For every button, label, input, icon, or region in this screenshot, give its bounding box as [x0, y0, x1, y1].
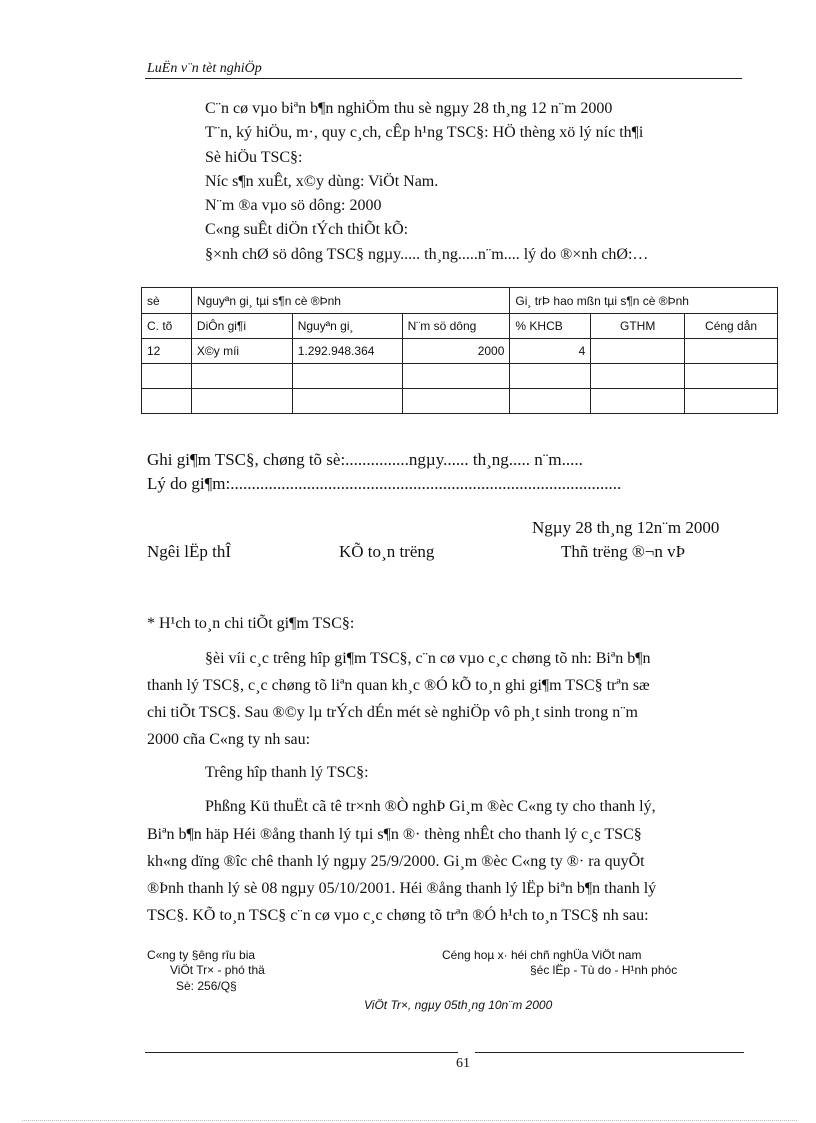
sign-preparer: Ngêi lËp thÎ [147, 542, 232, 561]
table-cell: 1.292.948.364 [292, 339, 402, 364]
table-header-cell: Céng dån [685, 314, 778, 339]
intro-line: Níc s¶n xuÊt, x©y dùng: ViÖt Nam. [205, 173, 439, 190]
decree-location: ViÖt Tr× - phó thä [170, 963, 265, 977]
table-header-cell: DiÔn gi¶i [191, 314, 292, 339]
intro-line: Sè hiÖu TSC§: [205, 149, 303, 166]
table-group-header-row [142, 288, 778, 314]
footer-rule-left [145, 1052, 458, 1053]
table-cell: 2000 [402, 339, 510, 364]
paragraph-line: kh«ng dïng ®îc chê thanh lý ngµy 25/9/2000. Gi¸m ®èc C«ng ty ®· ra quyÕt [147, 853, 645, 870]
table-cell [142, 389, 192, 414]
table-cell: 4 [510, 339, 591, 364]
table-cell [402, 364, 510, 389]
sign-head: Thñ trëng ®¬n vÞ [561, 542, 686, 561]
paragraph-line: 2000 cña C«ng ty nh sau: [147, 731, 311, 748]
table-cell [191, 389, 292, 414]
decree-date: ViÖt Tr×, ngµy 05th¸ng 10n¨m 2000 [364, 998, 553, 1012]
sign-chief-accountant: KÕ to¸n trëng [339, 542, 435, 561]
table-cell [402, 389, 510, 414]
table-cell [292, 389, 402, 414]
table-header-cell: Nguyªn gi¸ tµi s¶n cè ®Þnh [191, 288, 509, 314]
document-header: LuËn v¨n tèt nghiÖp [147, 61, 262, 76]
table-cell [510, 364, 591, 389]
table-cell [685, 339, 778, 364]
reduce-reason-line: Lý do gi¶m:............................................................................................ [147, 474, 622, 493]
decree-company: C«ng ty §êng rîu bia [147, 948, 256, 962]
intro-line: C«ng suÊt diÖn tÝch thiÕt kÕ: [205, 221, 409, 238]
table-header-cell: Gi¸ trÞ hao mßn tµi s¶n cè ®Þnh [510, 288, 778, 314]
sign-date: Ngµy 28 th¸ng 12n¨m 2000 [532, 518, 720, 537]
paragraph-line: §èi víi c¸c trêng hîp gi¶m TSC§, c¨n cø vµo c¸c chøng tõ nh: Biªn b¶n [205, 650, 651, 667]
paragraph-line: chi tiÕt TSC§. Sau ®©y lµ trÝch dÉn mét sè nghiÖp vô ph¸t sinh trong n¨m [147, 704, 638, 721]
table-cell [510, 389, 591, 414]
page-bottom-border [22, 1120, 797, 1121]
section-title: * H¹ch to¸n chi tiÕt gi¶m TSC§: [147, 615, 355, 632]
table-row [142, 364, 778, 389]
table-cell [292, 364, 402, 389]
table-header-cell: % KHCB [510, 314, 591, 339]
table-cell [685, 364, 778, 389]
header-rule [145, 78, 742, 79]
decree-number: Sè: 256/Q§ [176, 979, 237, 993]
table-cell [142, 364, 192, 389]
table-cell: 12 [142, 339, 192, 364]
table-header-cell: N¨m sö dông [402, 314, 510, 339]
decree-national-title: Céng hoµ x· héi chñ nghÜa ViÖt nam [442, 948, 642, 962]
table-cell [191, 364, 292, 389]
table-row [142, 339, 778, 364]
table-header-cell: sè [142, 288, 192, 314]
paragraph-line: thanh lý TSC§, c¸c chøng tõ liªn quan kh¸c ®Ó kÕ to¸n ghi gi¶m TSC§ trªn sæ [147, 677, 650, 694]
intro-line: N¨m ®a vµo sö dông: 2000 [205, 197, 382, 214]
table-cell: X©y míi [191, 339, 292, 364]
intro-line: C¨n cø vµo biªn b¶n nghiÖm thu sè ngµy 28 th¸ng 12 n¨m 2000 [205, 100, 613, 117]
table-cell [591, 389, 685, 414]
table-row [142, 389, 778, 414]
asset-table [141, 287, 778, 414]
paragraph-line: ®Þnh thanh lý sè 08 ngµy 05/10/2001. Héi ®ång thanh lý lËp biªn b¶n thanh lý [147, 880, 657, 897]
intro-line: §×nh chØ sö dông TSC§ ngµy..... th¸ng.....n¨m.... lý do ®×nh chØ:… [205, 246, 649, 263]
table-header-cell: GTHM [591, 314, 685, 339]
subheading: Trêng hîp thanh lý TSC§: [205, 764, 369, 781]
footer-rule-right [475, 1052, 744, 1053]
table-header-cell: Nguyªn gi¸ [292, 314, 402, 339]
decree-motto: §éc lËp - Tù do - H¹nh phóc [530, 963, 678, 977]
table-cell [591, 339, 685, 364]
table-cell [685, 389, 778, 414]
intro-line: T¨n, ký hiÖu, m·, quy c¸ch, cÊp h¹ng TSC§: HÖ thèng xö lý níc th¶i [205, 124, 644, 141]
paragraph-line: Biªn b¶n häp Héi ®ång thanh lý tµi s¶n ®· thèng nhÊt cho thanh lý c¸c TSC§ [147, 826, 642, 843]
reduce-voucher-line: Ghi gi¶m TSC§, chøng tõ sè:...............ngµy...... th¸ng..... n¨m..... [147, 450, 583, 469]
table-header-cell: C. tõ [142, 314, 192, 339]
page-number: 61 [456, 1056, 470, 1071]
paragraph-line: Phßng Kü thuËt cã tê tr×nh ®Ò nghÞ Gi¸m ®èc C«ng ty cho thanh lý, [205, 798, 656, 815]
table-column-header-row [142, 314, 778, 339]
paragraph-line: TSC§. KÕ to¸n TSC§ c¨n cø vµo c¸c chøng tõ trªn ®Ó h¹ch to¸n TSC§ nh sau: [147, 907, 649, 924]
table-cell [591, 364, 685, 389]
